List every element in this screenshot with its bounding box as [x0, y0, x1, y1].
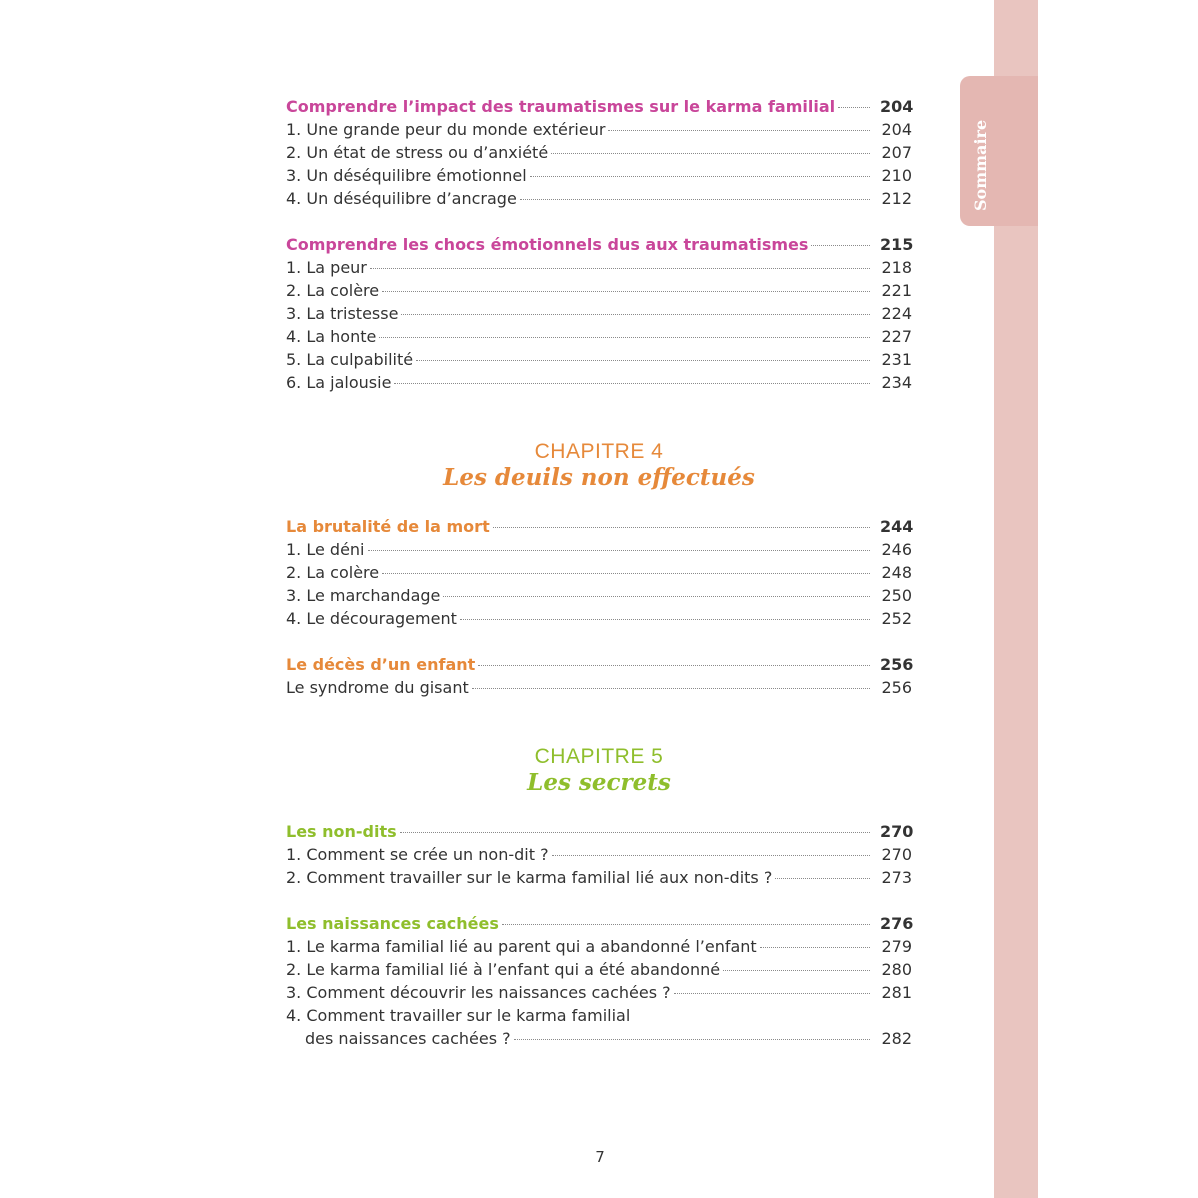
chapter-4-title: Les deuils non effectués	[443, 464, 755, 491]
toc-item-multiline-second[interactable]: des naissances cachées ? 282	[305, 1029, 912, 1048]
toc-item[interactable]: 1. La peur 218	[286, 258, 912, 277]
toc-item[interactable]: 1. Comment se crée un non-dit ? 270	[286, 845, 912, 864]
toc-heading-deces-enfant[interactable]: Le décès d’un enfant 256	[286, 655, 914, 674]
chapter-4-label: CHAPITRE 4	[534, 440, 664, 463]
chapter-5-label: CHAPITRE 5	[534, 745, 664, 768]
toc-item[interactable]: 2. La colère 248	[286, 563, 912, 582]
toc-item[interactable]: 3. La tristesse 224	[286, 304, 912, 323]
toc-heading-non-dits[interactable]: Les non-dits 270	[286, 822, 914, 841]
toc-item[interactable]: 3. Comment découvrir les naissances cachées ? 281	[286, 983, 912, 1002]
toc-item[interactable]: 4. Le découragement 252	[286, 609, 912, 628]
toc-item[interactable]: 2. La colère 221	[286, 281, 912, 300]
toc-item[interactable]: 1. Le karma familial lié au parent qui a abandonné l’enfant 279	[286, 937, 912, 956]
toc-item[interactable]: 3. Un déséquilibre émotionnel 210	[286, 166, 912, 185]
toc-item[interactable]: 1. Le déni 246	[286, 540, 912, 559]
toc-heading-impact-traumatismes[interactable]: Comprendre l’impact des traumatismes sur le karma familial 204	[286, 97, 914, 116]
toc-heading-naissances-cachees[interactable]: Les naissances cachées 276	[286, 914, 914, 933]
toc-item[interactable]: 4. La honte 227	[286, 327, 912, 346]
chapter-5-title: Les secrets	[527, 769, 671, 796]
toc-heading-brutalite-mort[interactable]: La brutalité de la mort 244	[286, 517, 914, 536]
toc-heading-chocs-emotionnels[interactable]: Comprendre les chocs émotionnels dus aux traumatismes 215	[286, 235, 914, 254]
toc-item[interactable]: 5. La culpabilité 231	[286, 350, 912, 369]
page-number: 7	[595, 1148, 605, 1166]
toc-item[interactable]: 1. Une grande peur du monde extérieur 204	[286, 120, 912, 139]
sommaire-tab-label: Sommaire	[971, 119, 990, 211]
toc-item[interactable]: 6. La jalousie 234	[286, 373, 912, 392]
toc-item[interactable]: Le syndrome du gisant 256	[286, 678, 912, 697]
toc-item[interactable]: 2. Le karma familial lié à l’enfant qui a été abandonné 280	[286, 960, 912, 979]
toc-item[interactable]: 3. Le marchandage 250	[286, 586, 912, 605]
toc-item[interactable]: 2. Un état de stress ou d’anxiété 207	[286, 143, 912, 162]
toc-item[interactable]: 2. Comment travailler sur le karma familial lié aux non-dits ? 273	[286, 868, 912, 887]
toc-item[interactable]: 4. Un déséquilibre d’ancrage 212	[286, 189, 912, 208]
toc-item-multiline-first[interactable]: 4. Comment travailler sur le karma familial	[286, 1006, 631, 1025]
